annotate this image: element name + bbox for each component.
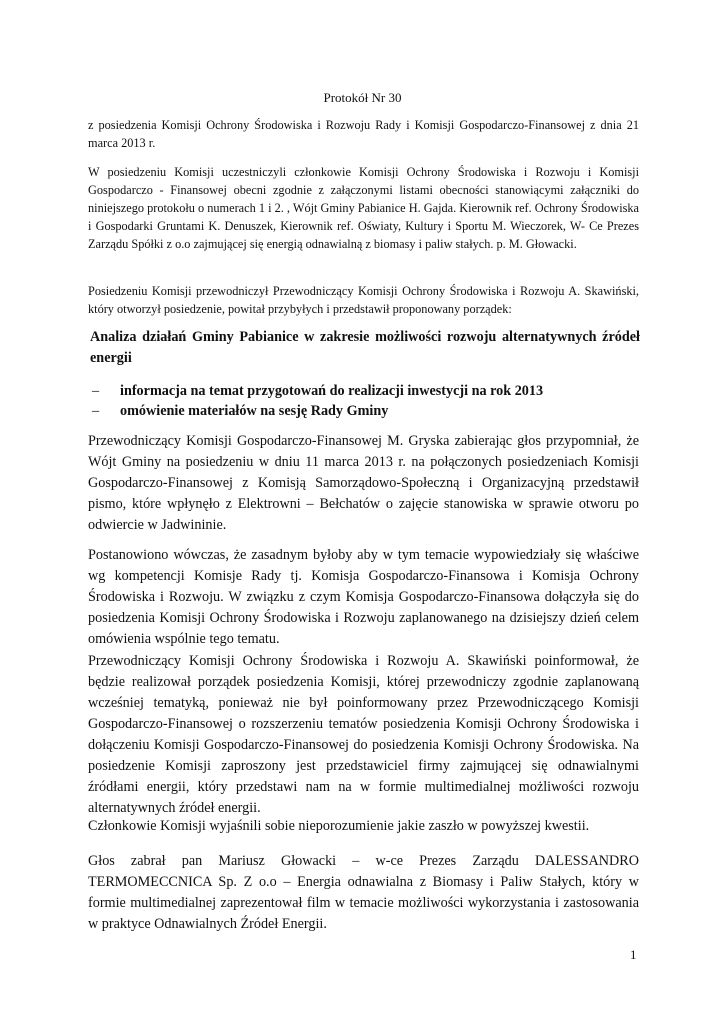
chair-paragraph: Posiedzeniu Komisji przewodniczył Przewodniczący Komisji Ochrony Środowiska i Rozwoju A. Skawiński, który otworzył posiedzenie, powitał przybyłych i przedstawił proponowany porządek: <box>88 284 639 316</box>
agenda-item <box>90 381 640 401</box>
skawinski-paragraph: Przewodniczący Komisji Ochrony Środowiska i Rozwoju A. Skawiński poinformował, że będzie realizował porządek posiedzenia Komisji, której przewodniczy zgodnie zaplanowaną wcześniej tematyką, ponieważ nie był poinformowany przez Przewodniczącego Komisji Gospodarczo-Finansowej o rozszerzeniu tematów posiedzenia Komisji Ochrony Środowiska i dołączeniu Komisji Gospodarczo-Finansowej do posiedzenia Komisji Ochrony Środowiska. Na posiedzenie Komisji zaproszony jest przedstawiciel firmy zajmującej się odnawialnymi źródłami energii, który przedstawi nam na w formie multimedialnej możliwości rozwoju alternatywnych źródeł energii. <box>88 653 639 816</box>
bullet-dash: – <box>92 403 100 419</box>
agenda-heading: Analiza działań Gminy Pabianice w zakresie możliwości rozwoju alternatywnych źródeł energii <box>90 329 640 366</box>
decision-paragraph: Postanowiono wówczas, że zasadnym byłoby aby w tym temacie wypowiedziały się właściwe wg kompetencji Komisje Rady tj. Komisja Gospodarczo-Finansowa i Komisja Ochrony Środowiska i Rozwoju. W związku z czym Komisja Gospodarczo-Finansowa dołączyła się do posiedzenia Komisji Ochrony Środowiska i Rozwoju zaplanowanego na dzisiejszy dzień celem omówienia wspólnie tego tematu. <box>88 547 639 647</box>
bullet-dash: – <box>92 383 100 399</box>
agenda-list <box>90 381 640 421</box>
attendance-paragraph: W posiedzeniu Komisji uczestniczyli członkowie Komisji Ochrony Środowiska i Rozwoju i Komisji Gospodarczo - Finansowej obecni zgodnie z załączonymi listami obecności stanowiącymi załączniki do niniejszego protokołu o numerach 1 i 2. , Wójt Gminy Pabianice H. Gajda. Kierownik ref. Ochrony Środowiska i Gospodarki Gruntami K. Denuszek, Kierownik ref. Oświaty, Kultury i Sportu M. Wieczorek, W- Ce Prezes Zarządu Spółki z o.o zajmującej się energią odnawialną z biomasy i paliw stałych. p. M. Głowacki. <box>88 165 639 251</box>
document-subtitle: z posiedzenia Komisji Ochrony Środowiska i Rozwoju Rady i Komisji Gospodarczo-Finansowej z dnia 21 marca 2013 r. <box>88 118 639 150</box>
agenda-item <box>90 401 640 421</box>
document-title: Protokół Nr 30 <box>323 90 402 105</box>
gryska-paragraph: Przewodniczący Komisji Gospodarczo-Finansowej M. Gryska zabierając głos przypomniał, że Wójt Gminy na posiedzeniu w dniu 11 marca 2013 r. na połączonych posiedzeniach Komisji Gospodarczo-Finansowej z Komisją Samorządowo-Społeczną i Organizacyjną przedstawił pismo, które wpłynęło z Elektrowni – Bełchatów o zajęcie stanowiska w sprawie otworu po odwiercie w Jadwininie. <box>88 433 639 533</box>
clarification-paragraph: Członkowie Komisji wyjaśnili sobie nieporozumienie jakie zaszło w powyższej kwestii. <box>88 818 590 834</box>
agenda-item-text: omówienie materiałów na sesję Rady Gminy <box>120 403 389 419</box>
page-number: 1 <box>630 947 637 962</box>
agenda-item-text: informacja na temat przygotowań do realizacji inwestycji na rok 2013 <box>120 383 544 399</box>
glowacki-paragraph: Głos zabrał pan Mariusz Głowacki – w-ce Prezes Zarządu DALESSANDRO TERMOMECCNICA Sp. Z o.o – Energia odnawialna z Biomasy i Paliw Stałych, który w formie multimedialnej zaprezentował film w temacie możliwości wykorzystania i zastosowania w praktyce Odnawialnych Źródeł Energii. <box>88 853 639 932</box>
